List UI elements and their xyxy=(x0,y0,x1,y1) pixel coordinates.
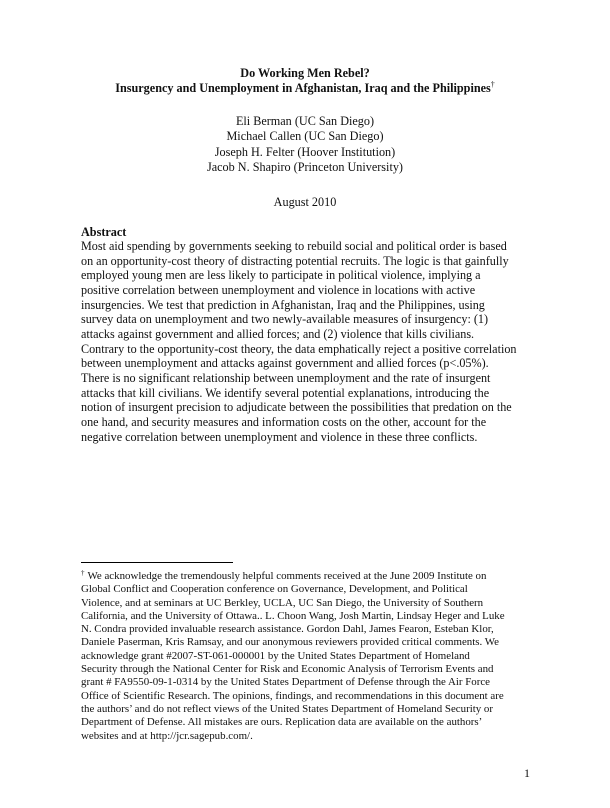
footnote-line-text: We acknowledge the tremendously helpful comments received at the June 2009 Institute on xyxy=(87,570,487,582)
footnote-marker: † xyxy=(81,569,85,577)
author-3: Joseph H. Felter (Hoover Institution) xyxy=(214,144,396,159)
abstract-line: positive correlation between unemployment and violence in locations with active xyxy=(81,282,476,297)
abstract-line: negative correlation between unemployment and violence in these three conflicts. xyxy=(81,429,478,444)
abstract-line: attacks against government and allied forces; and (2) violence that kills civilians. xyxy=(81,326,475,341)
footnote-line: grant # FA9550-09-1-0314 by the United States Department of Defense through the Air Force xyxy=(81,676,491,689)
abstract-line: one hand, and security measures and information costs on the other, account for the xyxy=(81,414,487,429)
abstract-body xyxy=(81,239,545,444)
abstract-line: attacks that kill civilians. We identify several potential explanations, introducing the xyxy=(81,385,490,400)
footnote-line: Security through the National Center for Risk and Economic Analysis of Terrorism Events and xyxy=(81,663,494,676)
footnote-line: Department of Defense. All mistakes are ours. Replication data are available on the authors’ xyxy=(81,716,483,729)
paper-title xyxy=(0,66,610,96)
abstract-line: survey data on unemployment and two newly-available measures of insurgency: (1) xyxy=(81,312,489,327)
title-line-1: Do Working Men Rebel? xyxy=(240,66,370,80)
abstract-line: notion of insurgent precision to adjudicate between the possibilities that predation on the xyxy=(81,400,512,415)
footnote-line: acknowledge grant #2007-ST-061-000001 by the United States Department of Homeland xyxy=(81,649,470,662)
abstract-line: There is no significant relationship between unemployment and the rate of insurgent xyxy=(81,370,491,385)
abstract-line: employed young men are less likely to participate in political violence, implying a xyxy=(81,268,481,283)
footnote-line: Office of Scientific Research. The opinions, findings, and recommendations in this document are xyxy=(81,689,504,702)
author-list xyxy=(0,114,610,175)
abstract-line: Most aid spending by governments seeking to rebuild social and political order is based xyxy=(81,239,507,253)
footnote-line: N. Condra provided invaluable research assistance. Gordon Dahl, James Fearon, Esteban Klor, xyxy=(81,623,494,636)
footnote-line: Daniele Paserman, Kris Ramsay, and our anonymous reviewers provided critical comments. We xyxy=(81,636,499,649)
abstract-line: between unemployment and attacks against government and allied forces (p<.05%). xyxy=(81,356,489,371)
title-line-2 xyxy=(0,81,610,96)
abstract-heading: Abstract xyxy=(81,225,127,239)
author-2: Michael Callen (UC San Diego) xyxy=(226,129,384,144)
footnote-line: websites and at http://jcr.sagepub.com/. xyxy=(81,729,253,742)
footnote-line: Global Conflict and Cooperation conference on Governance, Development, and Political xyxy=(81,583,468,596)
abstract-line: on an opportunity-cost theory of distracting potential recruits. The logic is that gainfully xyxy=(81,253,509,268)
abstract-line: insurgencies. We test that prediction in Afghanistan, Iraq and the Philippines, using xyxy=(81,297,485,312)
footnote-line: Violence, and at seminars at UC Berkley, UCLA, UC San Diego, the University of Southern xyxy=(81,596,484,609)
footnote xyxy=(81,570,549,743)
page-number: 1 xyxy=(524,766,530,780)
abstract-line: Contrary to the opportunity-cost theory, the data emphatically reject a positive correlation xyxy=(81,341,517,356)
publication-date: August 2010 xyxy=(273,195,337,209)
author-4: Jacob N. Shapiro (Princeton University) xyxy=(207,159,403,174)
title-line-2-text: Insurgency and Unemployment in Afghanistan, Iraq and the Philippines xyxy=(115,81,491,95)
footnote-line xyxy=(81,570,549,583)
footnote-line: the authors’ and do not reflect views of the United States Department of Homeland Security or xyxy=(81,702,494,715)
title-footnote-marker[interactable]: † xyxy=(490,80,495,89)
footnote-line: California, and the University of Ottawa.. L. Choon Wang, Josh Martin, Lindsay Heger and Luke xyxy=(81,609,505,622)
footnote-separator xyxy=(81,562,233,563)
author-1: Eli Berman (UC San Diego) xyxy=(235,114,375,128)
